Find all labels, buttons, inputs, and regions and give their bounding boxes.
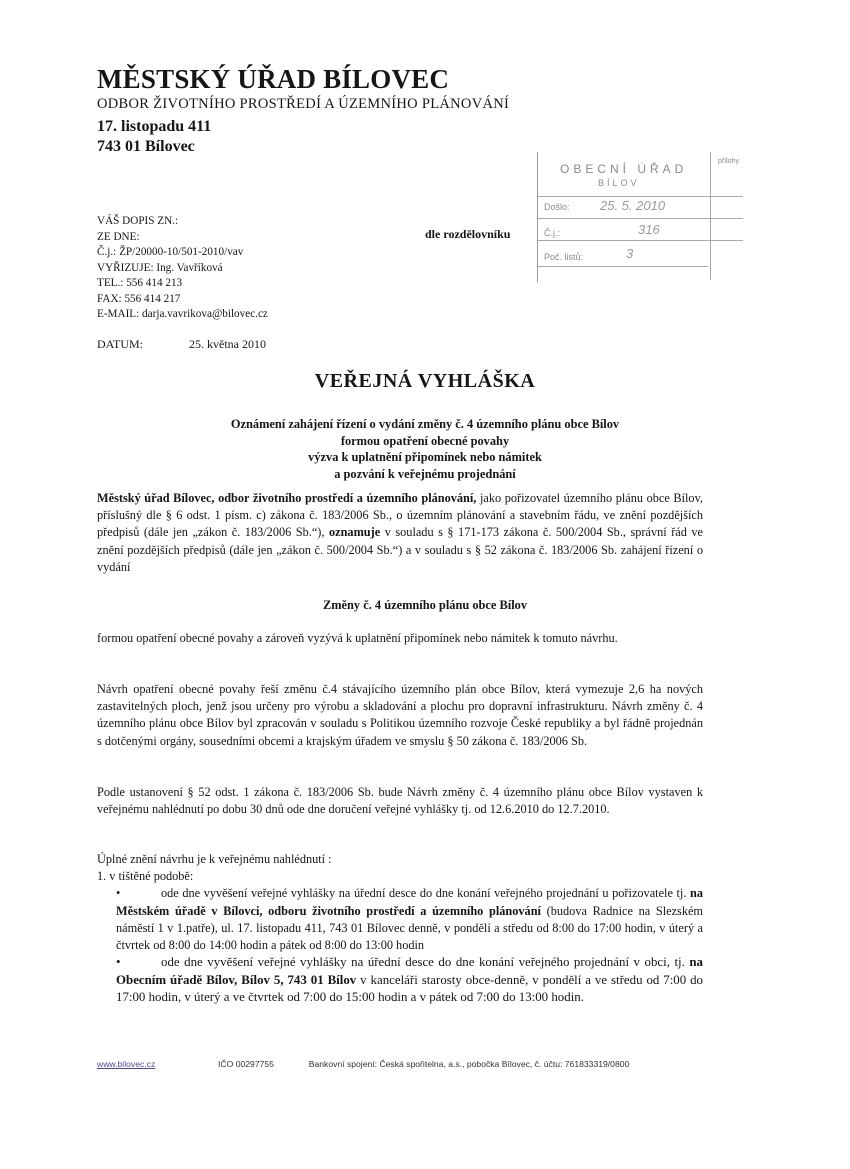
document-title: VEŘEJNÁ VYHLÁŠKA <box>314 370 536 392</box>
reference-block <box>97 214 417 323</box>
department-name: ODBOR ŽIVOTNÍHO PROSTŘEDÍ A ÚZEMNÍHO PLÁNOVÁNÍ <box>97 96 510 112</box>
location-bold: na Obecním úřadě Bílov, Bílov 5, 743 01 Bílov <box>116 955 703 987</box>
paragraph-proposal: Návrh opatření obecné povahy řeší změnu č.4 stávajícího územního plán obce Bílov, která vymezuje 2,6 ha nových zastavitelných ploch, jenž jsou určeny pro výrobu a skladování a plochu pro dopravní infrastrukturu. Návrh změny č. 4 územního plánu obce Bílov byl zpracován v souladu s Politikou územního rozvoje České republiky a byl řádně projednán s dotčenými orgány, sousedními obcemi a krajským úřadem ve smyslu § 50 zákona č. 183/2006 Sb. <box>97 682 703 748</box>
paragraph-announcement <box>97 490 703 576</box>
email: E-MAIL: darja.vavrikova@bilovec.cz <box>97 308 268 320</box>
list-item-printed: 1. v tištěné podobě: <box>97 869 194 884</box>
fax: FAX: 556 414 217 <box>97 292 181 305</box>
paragraph-exhibition: Podle ustanovení § 52 odst. 1 zákona č. 183/2006 Sb. bude Návrh změny č. 4 územního plánu obce Bílov vystaven k veřejnému nahlédnutí po dobu 30 dnů ode dne doručení veřejné vyhlášky tj. od 12.6.2010 do 12.7.2010. <box>97 785 703 817</box>
stamp-subtitle: BÍLOV <box>598 178 640 188</box>
stamp-pages-label: Poč. listů: <box>544 252 584 262</box>
paragraph-form: formou opatření obecné povahy a zároveň vyzývá k uplatnění připomínek nebo námitek k tomuto návrhu. <box>97 631 618 645</box>
date-label: DATUM: <box>97 337 144 351</box>
list-item-text: ode dne vyvěšení veřejné vyhlášky na úřední desce do dne konání veřejného projednání u pořizovatele tj. na Městském úřadě v Bílovci, odboru životního prostředí a územního plánování (budova Radnice na Slezském náměstí 1 v 1.patře), ul. 17. listopadu 411, 743 01 Bílovec denně, v pondělí a středu od 8:00 do 17:00 hodin, v úterý a čtvrtek od 8:00 do 14:00 hodin a pátek od 8:00 do 13:00 hodin <box>116 886 703 953</box>
website-link[interactable]: www.bilovec.cz <box>97 1059 156 1069</box>
bank-details: Bankovní spojení: Česká spořitelna, a.s., pobočka Bílovec, č. účtu: 761833319/0800 <box>308 1059 630 1069</box>
received-stamp <box>537 152 745 282</box>
stamp-corner: přílohy <box>718 158 740 165</box>
stamp-pages-value: 3 <box>626 246 634 261</box>
phone: TEL.: 556 414 213 <box>97 277 183 289</box>
list-item <box>97 954 703 1007</box>
bullet-icon: • <box>116 886 121 901</box>
location-bold: na Městském úřadě v Bílovci, odboru životního prostředí a územního plánování <box>116 886 703 918</box>
subtitle-line: a pozvání k veřejnému projednání <box>334 466 516 481</box>
subtitle-line: formou opatření obecné povahy <box>340 433 510 448</box>
announces-bold: oznamuje <box>328 525 381 540</box>
paragraph-text: v souladu s § 171-173 zákona č. 500/2004 Sb., správní řád ve znění pozdějších předpisů (dále jen „zákon č. 500/2004 Sb.“) a v souladu s § 52 zákona č. 183/2006 Sb. zahájení řízení o vydání <box>97 525 703 574</box>
from-date: ZE DNE: <box>97 230 140 243</box>
subtitle-line: Oznámení zahájení řízení o vydání změny č. 4 územního plánu obce Bílov <box>230 417 620 431</box>
office-name: MĚSTSKÝ ÚŘAD BÍLOVEC <box>97 64 450 94</box>
stamp-date-value: 25. 5. 2010 <box>600 198 666 213</box>
issuer-bold: Městský úřad Bílovec, odbor životního prostředí a územního plánování, <box>97 491 477 505</box>
page-footer <box>97 1059 629 1069</box>
stamp-date-label: Došlo: <box>544 202 570 212</box>
case-number: Č.j.: ŽP/20000-10/501-2010/vav <box>97 246 244 258</box>
date-value: 25. května 2010 <box>189 337 266 351</box>
list-item <box>97 885 703 954</box>
company-id: IČO 00297755 <box>218 1059 274 1069</box>
handled-by: VYŘIZUJE: Ing. Vavříková <box>97 261 223 274</box>
addressee: dle rozdělovníku <box>425 227 511 241</box>
stamp-ref-value: 316 <box>638 222 660 237</box>
document-subtitle <box>0 416 850 482</box>
list-intro: Úplné znění návrhu je k veřejnému nahlédnutí : <box>97 852 332 866</box>
your-letter-ref: VÁŠ DOPIS ZN.: <box>97 215 179 227</box>
paragraph-text: jako pořizovatel územního plánu obce Bílov, příslušný dle § 6 odst. 1 písm. c) zákona č. 183/2006 Sb., o územním plánování a stavebním řádu, ve znění pozdějších předpisů (dále jen „zákon č. 183/2006 Sb.“), <box>97 491 703 540</box>
stamp-ref-label: Č.j.: <box>544 228 561 238</box>
document-date <box>97 337 266 352</box>
availability-list <box>97 851 703 1007</box>
office-street: 17. listopadu 411 <box>97 118 212 135</box>
bullet-icon: • <box>116 955 121 970</box>
section-heading: Změny č. 4 územního plánu obce Bílov <box>322 598 528 612</box>
subtitle-line: výzva k uplatnění připomínek nebo námitek <box>308 450 542 464</box>
office-city: 743 01 Bílovec <box>97 138 195 155</box>
list-item-text: ode dne vyvěšení veřejné vyhlášky na úřední desce do dne konání veřejného projednání v obci, tj. na Obecním úřadě Bílov, Bílov 5, 743 01 Bílov v kanceláři starosty obce-denně, v pondělí a ve středu od 7:00 do 17:00 hodin, v úterý a ve čtvrtek od 7:00 do 15:00 hodin a v pátek od 7:00 do 13:00 hodin. <box>116 955 703 1005</box>
stamp-title: OBECNÍ ÚŘAD <box>560 162 688 176</box>
